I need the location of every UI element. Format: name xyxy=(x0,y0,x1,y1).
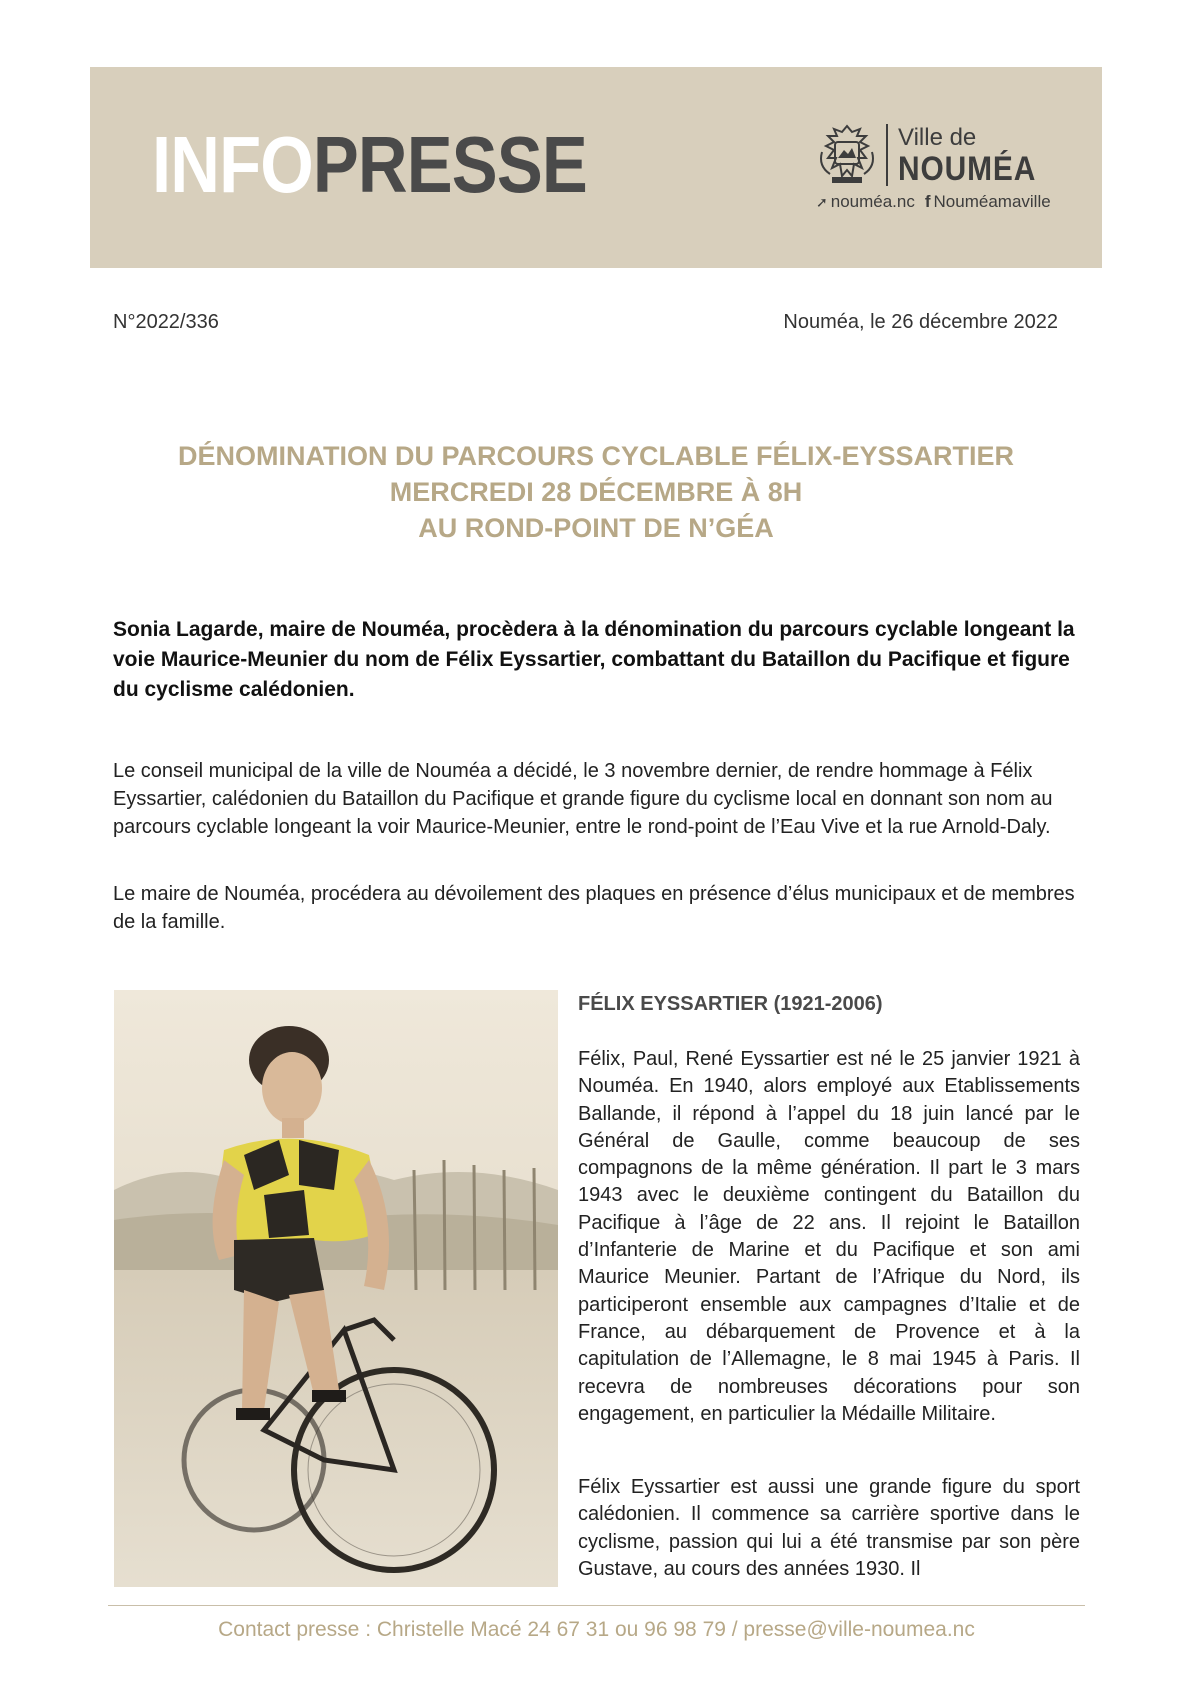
logo-divider xyxy=(886,124,888,186)
title-line-2: MERCREDI 28 DÉCEMBRE À 8H xyxy=(389,477,803,507)
brand-info: INFO xyxy=(152,120,313,209)
brand-wordmark xyxy=(152,120,587,209)
title-line-3: AU ROND-POINT DE N’GÉA xyxy=(418,513,774,543)
city-logo xyxy=(816,122,1056,212)
logo-city-big: NOUMÉA xyxy=(898,150,1037,188)
bio-heading: FÉLIX EYSSARTIER (1921-2006) xyxy=(578,993,883,1015)
page-title xyxy=(90,438,1102,546)
cyclist-photo xyxy=(114,990,558,1587)
bio-paragraph-2: Félix Eyssartier est aussi une grande figure du sport calédonien. Il commence sa carrière sportive dans le cyclisme, passion qui lui a été transmise par son père Gustave, au cours des années 1930. Il xyxy=(578,1476,1080,1580)
press-release-number: N°2022/336 xyxy=(113,311,219,333)
logo-links xyxy=(816,192,1051,212)
coat-of-arms-icon xyxy=(816,122,878,186)
body-paragraph-1: Le conseil municipal de la ville de Nouméa a décidé, le 3 novembre dernier, de rendre hommage à Félix Eyssartier, calédonien du Bataillon du Pacifique et grande figure du cyclisme local en donnant son nom au parcours cyclable longeant la voir Maurice-Meunier, entre le rond-point de l’Eau Vive et la rue Arnold-Daly. xyxy=(113,760,1053,838)
lead-paragraph: Sonia Lagarde, maire de Nouméa, procèdera à la dénomination du parcours cyclable longeant la voie Maurice-Meunier du nom de Félix Eyssartier, combattant du Bataillon du Pacifique et figure du cyclisme calédonien. xyxy=(113,618,1075,701)
brand-presse: PRESSE xyxy=(312,120,587,209)
logo-city-small: Ville de xyxy=(898,124,977,151)
facebook-link[interactable]: Nouméamaville xyxy=(933,192,1051,211)
arrow-icon: ➚ xyxy=(816,194,828,210)
body-paragraph-2: Le maire de Nouméa, procédera au dévoilement des plaques en présence d’élus municipaux et de membres de la famille. xyxy=(113,883,1075,933)
footer-divider xyxy=(108,1605,1085,1606)
website-link[interactable]: nouméa.nc xyxy=(830,192,915,211)
press-contact: Contact presse : Christelle Macé 24 67 31 ou 96 98 79 / presse@ville-noumea.nc xyxy=(218,1618,975,1641)
header-banner xyxy=(90,67,1102,268)
facebook-icon: f xyxy=(924,192,931,211)
press-release-date: Nouméa, le 26 décembre 2022 xyxy=(783,311,1058,333)
bio-paragraph-1: Félix, Paul, René Eyssartier est né le 25 janvier 1921 à Nouméa. En 1940, alors employé aux Etablissements Ballande, il répond à l’appel du 18 juin lancé par le Général de Gaulle, comme beaucoup de ses compagnons de la même génération. Il part le 3 mars 1943 avec le deuxième contingent du Bataillon du Pacifique à l’âge de 22 ans. Il rejoint le Bataillon d’Infanterie de Marine et du Pacifique et son ami Maurice Meunier. Partant de l’Afrique du Nord, ils participeront ensemble aux campagnes d’Italie et de France, au débarquement de Provence et à la capitulation de l’Allemagne, le 8 mai 1945 à Paris. Il recevra de nombreuses décorations pour son engagement, en particulier la Médaille Militaire. xyxy=(578,1048,1080,1425)
title-line-1: DÉNOMINATION DU PARCOURS CYCLABLE FÉLIX-EYSSARTIER xyxy=(177,441,1015,471)
